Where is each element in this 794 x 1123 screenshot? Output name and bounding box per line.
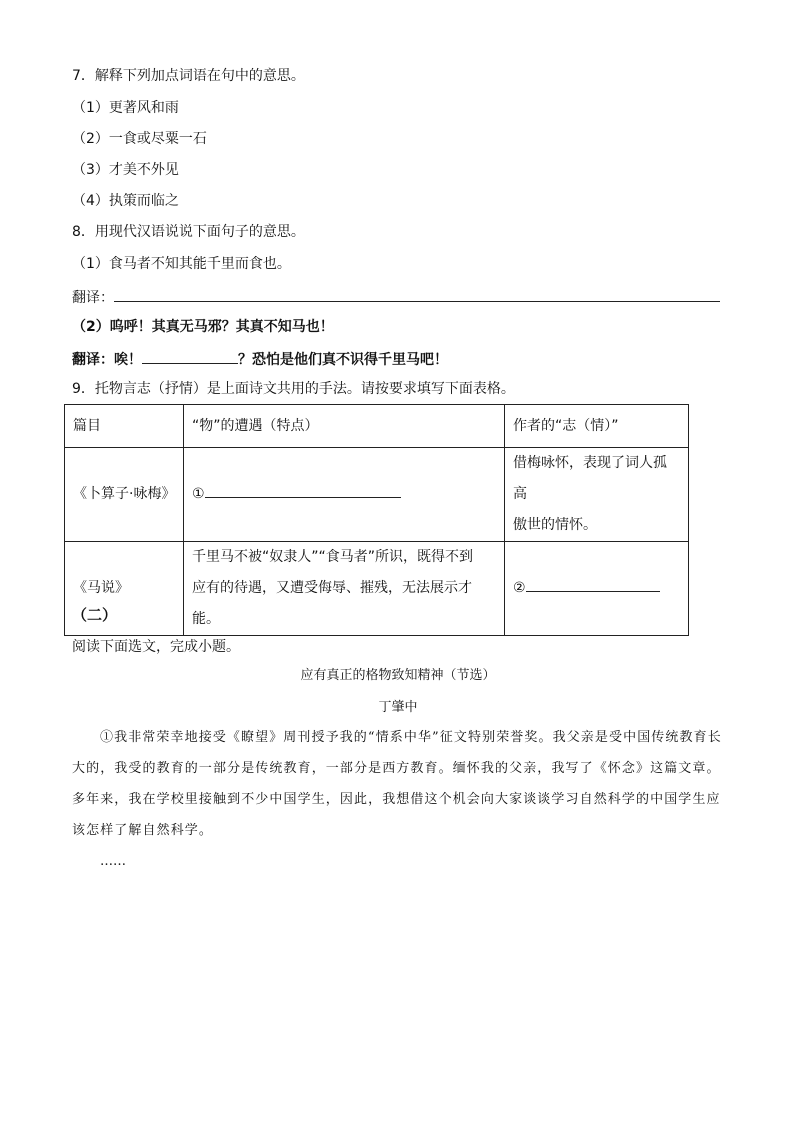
blank-marker-2: ②	[513, 580, 526, 596]
q8-title: 8．用现代汉语说说下面句子的意思。	[72, 224, 305, 240]
row2-author-cell	[505, 542, 689, 636]
table-header-row	[65, 405, 689, 448]
answer-blank-2[interactable]	[142, 349, 238, 364]
q8-translate-line-2	[72, 349, 448, 369]
row1-author-line-2: 傲世的情怀。	[513, 517, 597, 533]
table-blank-1[interactable]	[205, 483, 401, 498]
q8-translate-line-1	[72, 287, 720, 307]
table-blank-2[interactable]	[526, 577, 660, 592]
translate-prefix: 翻译：唉！	[72, 352, 142, 368]
q8-item-2: （2）呜呼！其真无马邪？其真不知马也！	[72, 319, 334, 335]
row1-author-line-1: 借梅咏怀，表现了词人孤高	[513, 455, 667, 502]
header-object: “物”的遭遇（特点）	[184, 405, 505, 448]
row2-title: 《马说》	[65, 542, 184, 636]
row1-object-cell	[184, 448, 505, 542]
q7-item-1: （1）更著风和雨	[72, 100, 179, 116]
q8-item-1: （1）食马者不知其能千里而食也。	[72, 256, 291, 272]
row1-author-cell	[505, 448, 689, 542]
blank-marker-1: ①	[192, 486, 205, 502]
q7-item-3: （3）才美不外见	[72, 162, 179, 178]
table-row	[65, 542, 689, 636]
article-ellipsis: ……	[100, 854, 126, 869]
row2-content-line-2: 应有的待遇，又遭受侮辱、摧残，无法展示才能。	[192, 580, 472, 627]
translate-suffix: ？恐怕是他们真不识得千里马吧！	[238, 352, 448, 368]
q9-title: 9．托物言志（抒情）是上面诗文共用的手法。请按要求填写下面表格。	[72, 381, 515, 397]
q9-table	[64, 404, 689, 636]
header-title: 篇目	[65, 405, 184, 448]
article-author: 丁肇中	[378, 700, 418, 715]
section-heading: （二）	[72, 606, 118, 624]
article-title: 应有真正的格物致知精神（节选）	[300, 668, 496, 683]
article-paragraph-1: ①我非常荣幸地接受《瞭望》周刊授予我的“情系中华”征文特别荣誉奖。我父亲是受中国传统教育长大的，我受的教育的一部分是传统教育，一部分是西方教育。缅怀我的父亲，我写了《怀念》这篇文章。多年来，我在学校里接触到不少中国学生，因此，我想借这个机会向大家谈谈学习自然科学的中国学生应该怎样了解自然科学。	[72, 730, 722, 838]
row2-object-cell	[184, 542, 505, 636]
section-instruction: 阅读下面选文，完成小题。	[72, 639, 240, 655]
answer-blank-1[interactable]	[114, 287, 720, 302]
q7-item-2: （2）一食或尽粟一石	[72, 131, 207, 147]
q7-item-4: （4）执策而临之	[72, 193, 179, 209]
row1-title: 《卜算子·咏梅》	[65, 448, 184, 542]
row2-content-line-1: 千里马不被“奴隶人”“食马者”所识，既得不到	[192, 549, 474, 565]
q7-title: 7．解释下列加点词语在句中的意思。	[72, 68, 305, 84]
table-row	[65, 448, 689, 542]
header-author: 作者的“志（情）”	[505, 405, 689, 448]
translate-label: 翻译：	[72, 290, 114, 306]
